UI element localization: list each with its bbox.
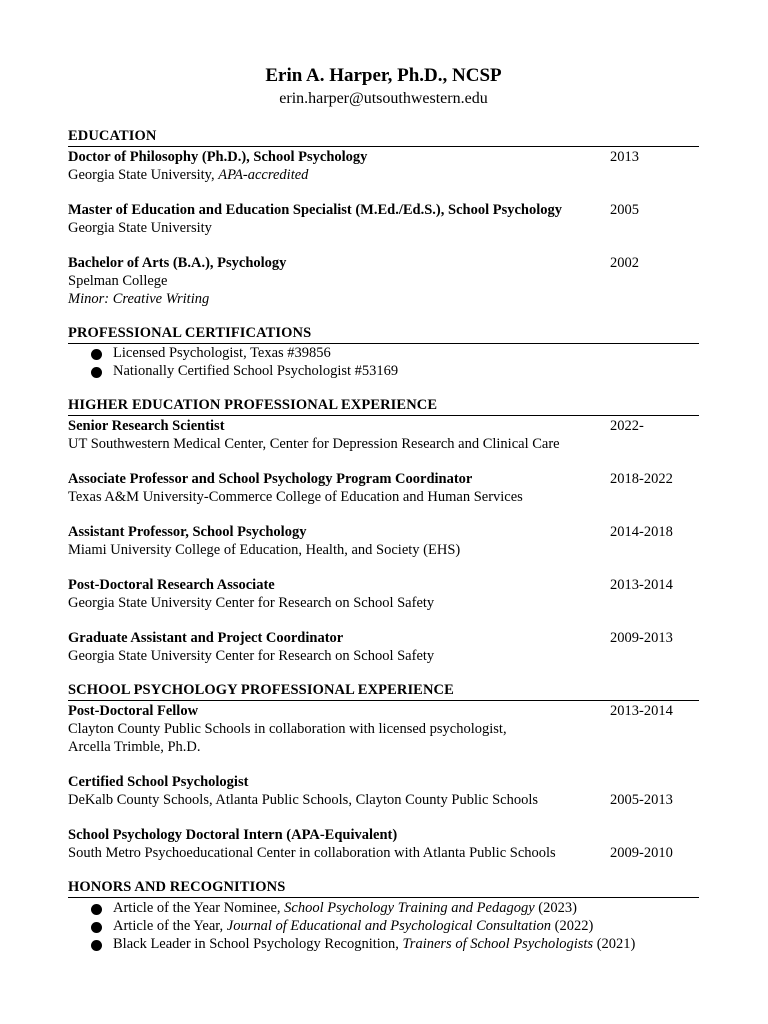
degree-school: Georgia State University, APA-accredited [68, 167, 309, 183]
education-heading: EDUCATION [68, 127, 699, 147]
school-psych-heading: SCHOOL PSYCHOLOGY PROFESSIONAL EXPERIENCE [68, 681, 699, 701]
certifications-list [68, 344, 699, 380]
honors-heading: HONORS AND RECOGNITIONS [68, 878, 699, 898]
experience-entry [68, 417, 699, 453]
role-date: 2009-2013 [610, 630, 673, 646]
role-organization: Georgia State University Center for Research on School Safety [68, 648, 435, 664]
higher-ed-heading: HIGHER EDUCATION PROFESSIONAL EXPERIENCE [68, 396, 699, 416]
certifications-section [68, 324, 699, 380]
role-organization: Georgia State University Center for Research on School Safety [68, 595, 435, 611]
degree-date: 2013 [610, 149, 639, 165]
cv-page [68, 64, 699, 953]
list-item: Black Leader in School Psychology Recognition, Trainers of School Psychologists (2021) [90, 935, 699, 953]
role-title: Post-Doctoral Fellow [68, 703, 199, 719]
degree-title: Master of Education and Education Specialist (M.Ed./Ed.S.), School Psychology [68, 202, 562, 218]
role-title: Associate Professor and School Psychology Program Coordinator [68, 471, 473, 487]
role-title: School Psychology Doctoral Intern (APA-Equivalent) [68, 827, 398, 843]
role-organization: Clayton County Public Schools in collaboration with licensed psychologist, [68, 721, 507, 737]
cv-header [68, 64, 699, 110]
experience-entry [68, 773, 699, 809]
list-item: Licensed Psychologist, Texas #39856 [90, 344, 699, 362]
role-date: 2014-2018 [610, 524, 673, 540]
education-section [68, 127, 699, 308]
education-entry [68, 201, 699, 237]
role-title: Graduate Assistant and Project Coordinator [68, 630, 344, 646]
experience-entry [68, 702, 699, 756]
degree-title: Doctor of Philosophy (Ph.D.), School Psychology [68, 149, 368, 165]
degree-minor: Minor: Creative Writing [68, 291, 210, 307]
experience-entry [68, 826, 699, 862]
degree-school: Georgia State University [68, 220, 212, 236]
degree-title: Bachelor of Arts (B.A.), Psychology [68, 255, 287, 271]
experience-entry [68, 576, 699, 612]
role-title: Senior Research Scientist [68, 418, 225, 434]
role-date: 2009-2010 [610, 845, 673, 861]
role-organization: Miami University College of Education, Health, and Society (EHS) [68, 542, 461, 558]
list-item: Article of the Year Nominee, School Psychology Training and Pedagogy (2023) [90, 899, 699, 917]
role-date: 2013-2014 [610, 703, 673, 719]
role-date: 2022- [610, 418, 644, 434]
degree-date: 2002 [610, 255, 639, 271]
role-date: 2005-2013 [610, 792, 673, 808]
degree-date: 2005 [610, 202, 639, 218]
honor-source: Journal of Educational and Psychological Consultation [226, 918, 551, 934]
list-item: Article of the Year, Journal of Educational and Psychological Consultation (2022) [90, 917, 699, 935]
role-organization: UT Southwestern Medical Center, Center for Depression Research and Clinical Care [68, 436, 560, 452]
candidate-name: Erin A. Harper, Ph.D., NCSP [265, 65, 502, 86]
experience-entry [68, 629, 699, 665]
education-entry [68, 254, 699, 308]
role-organization: DeKalb County Schools, Atlanta Public Schools, Clayton County Public Schools [68, 792, 539, 808]
role-date: 2013-2014 [610, 577, 673, 593]
school-psych-section [68, 681, 699, 862]
role-date: 2018-2022 [610, 471, 673, 487]
education-entry [68, 148, 699, 184]
role-organization: Texas A&M University-Commerce College of Education and Human Services [68, 489, 523, 505]
honor-source: Trainers of School Psychologists [402, 936, 594, 952]
certifications-heading: PROFESSIONAL CERTIFICATIONS [68, 324, 699, 344]
honors-list [68, 899, 699, 953]
role-title: Assistant Professor, School Psychology [68, 524, 307, 540]
honor-source: School Psychology Training and Pedagogy [284, 900, 535, 916]
role-title: Certified School Psychologist [68, 774, 249, 790]
role-organization: South Metro Psychoeducational Center in collaboration with Atlanta Public Schools [68, 845, 556, 861]
role-organization-cont: Arcella Trimble, Ph.D. [68, 739, 201, 755]
degree-school: Spelman College [68, 273, 168, 289]
list-item: Nationally Certified School Psychologist #53169 [90, 362, 699, 380]
honors-section [68, 878, 699, 953]
higher-ed-section [68, 396, 699, 665]
experience-entry [68, 470, 699, 506]
candidate-email[interactable]: erin.harper@utsouthwestern.edu [279, 90, 488, 107]
accreditation-note: APA-accredited [218, 167, 309, 183]
experience-entry [68, 523, 699, 559]
role-title: Post-Doctoral Research Associate [68, 577, 275, 593]
